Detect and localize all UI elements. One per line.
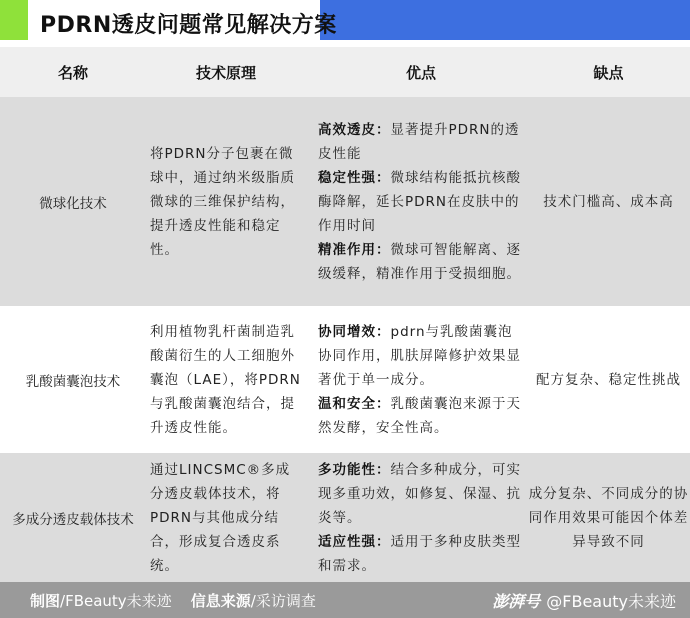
- credit-value: /FBeauty未来迹: [60, 592, 172, 610]
- row-disadvantages-cell: [527, 306, 690, 453]
- header-blue-band: [320, 0, 690, 40]
- source-label: 信息来源: [190, 592, 251, 610]
- row-advantages-cell: [318, 97, 524, 306]
- advantage-label: 高效透皮：: [318, 121, 391, 138]
- solutions-table: [0, 47, 690, 583]
- advantage-label: 协同增效：: [318, 323, 391, 340]
- row-advantages-cell: [318, 453, 524, 583]
- advantage-label: 温和安全：: [318, 395, 391, 412]
- row-advantages: [318, 118, 524, 286]
- footer-watermark: [492, 589, 676, 612]
- row-disadvantages: 技术门槛高、成本高: [543, 193, 674, 210]
- advantage-label: 适应性强：: [318, 534, 391, 550]
- row-principle: 通过LINCSMC®多成分透皮载体技术，将PDRN与其他成分结合，形成复合透皮系统。: [150, 462, 291, 574]
- advantage-text: 微球可智能解离、逐级缓释，精准作用于受损细胞。: [318, 241, 521, 282]
- row-disadvantages: 配方复杂、稳定性挑战: [536, 371, 681, 388]
- footer: [0, 582, 690, 618]
- page-title: PDRN透皮问题常见解决方案: [40, 13, 337, 38]
- row-principle-cell: [150, 306, 302, 453]
- table-row: [0, 97, 690, 306]
- advantage-text: 显著提升PDRN的透皮性能: [318, 121, 520, 162]
- source-value: /采访调查: [250, 592, 316, 610]
- advantage-text: pdrn与乳酸菌囊泡协同作用，肌肤屏障修护效果显著优于单一成分。: [318, 323, 521, 388]
- advantage-text: 结合多种成分，可实现多重功效，如修复、保湿、抗炎等。: [318, 462, 521, 526]
- row-name: 乳酸菌囊泡技术: [25, 373, 121, 390]
- table-header: [0, 47, 690, 97]
- header-principle: 技术原理: [195, 63, 256, 82]
- row-disadvantages: 成分复杂、不同成分的协同作用效果可能因个体差异导致不同: [528, 486, 689, 550]
- table-row: [0, 453, 690, 583]
- advantage-text: 微球结构能抵抗核酸酶降解，延长PDRN在皮肤中的作用时间: [318, 169, 521, 234]
- row-principle: 利用植物乳杆菌制造乳酸菌衍生的人工细胞外囊泡（LAE），将PDRN与乳酸菌囊泡结合，提升透皮性能。: [150, 323, 301, 436]
- row-advantages: [318, 458, 524, 578]
- header-advantages: 优点: [405, 63, 436, 82]
- header-green-accent: [0, 0, 28, 40]
- row-name: 微球化技术: [39, 195, 107, 212]
- thepaper-logo: 澎湃号: [492, 592, 541, 611]
- footer-credits: [30, 590, 316, 611]
- row-advantages: [318, 320, 524, 440]
- header-disadvantages: 缺点: [593, 63, 624, 82]
- row-name: 多成分透皮载体技术: [12, 512, 134, 528]
- advantage-text: 适用于多种皮肤类型和需求。: [318, 534, 521, 574]
- advantage-label: 精准作用：: [318, 241, 391, 258]
- row-disadvantages-cell: [527, 453, 690, 583]
- advantage-text: 乳酸菌囊泡来源于天然发酵，安全性高。: [318, 395, 521, 436]
- advantage-label: 稳定性强：: [318, 169, 391, 186]
- header-name: 名称: [57, 63, 88, 82]
- footer-handle: @FBeauty未来迹: [546, 592, 676, 611]
- row-disadvantages-cell: [527, 97, 690, 306]
- credit-label: 制图: [30, 592, 61, 610]
- row-advantages-cell: [318, 306, 524, 453]
- advantage-label: 多功能性：: [318, 462, 391, 478]
- row-principle: 将PDRN分子包裹在微球中，通过纳米级脂质微球的三维保护结构，提升透皮性能和稳定性。: [150, 145, 295, 258]
- header-bar: [0, 0, 690, 40]
- row-principle-cell: [150, 97, 302, 306]
- table-row: [0, 306, 690, 453]
- row-principle-cell: [150, 453, 302, 583]
